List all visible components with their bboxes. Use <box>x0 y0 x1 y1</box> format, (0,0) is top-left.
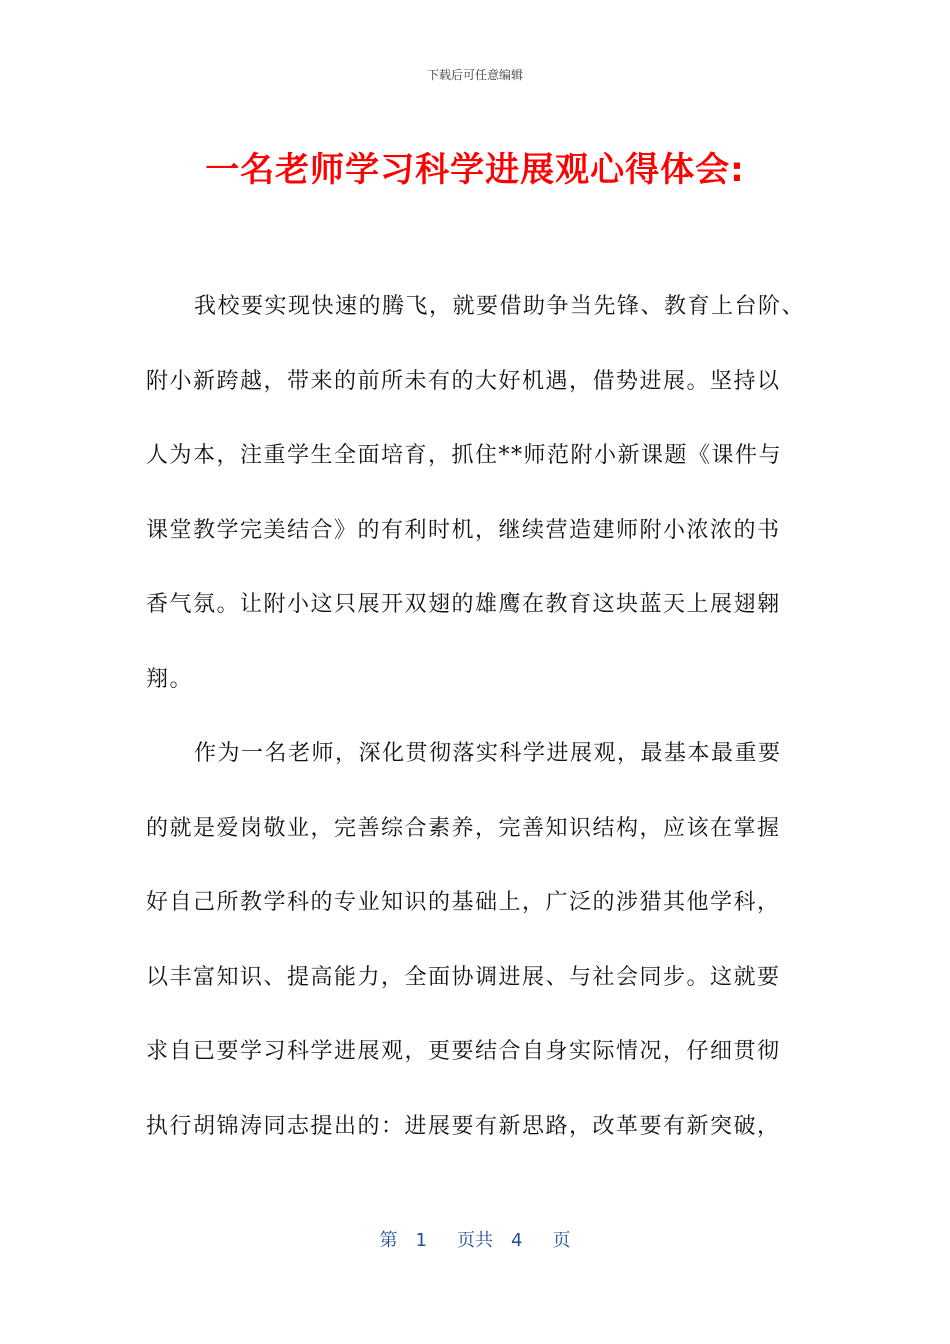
paragraph-line: 人为本，注重学生全面培育，抓住**师范附小新课题《课件与 <box>146 443 783 468</box>
paragraph-line: 执行胡锦涛同志提出的：进展要有新思路，改革要有新突破， <box>146 1113 781 1139</box>
paragraph-line: 翔。 <box>146 666 194 692</box>
paragraph-line: 求自已要学习科学进展观，更要结合自身实际情况，仔细贯彻 <box>146 1039 781 1064</box>
paragraph-line: 好自己所教学科的专业知识的基础上，广泛的涉猎其他学科， <box>146 890 781 915</box>
footer-current-page: 1 <box>415 1230 427 1251</box>
page-footer <box>0 1226 950 1252</box>
paragraph-line: 我校要实现快速的腾飞，就要借助争当先锋、教育上台阶、 <box>194 294 806 319</box>
header-note: 下载后可任意编辑 <box>426 68 523 82</box>
paragraph-line: 附小新跨越，带来的前所未有的大好机遇，借势进展。坚持以 <box>146 368 781 394</box>
document-body <box>146 270 806 1164</box>
footer-middle: 页共 <box>457 1230 493 1251</box>
paragraph-line: 以丰富知识、提高能力，全面协调进展、与社会同步。这就要 <box>146 964 781 990</box>
paragraph-1 <box>146 270 806 717</box>
footer-total-pages: 4 <box>511 1230 523 1251</box>
document-title: 一名老师学习科学进展观心得体会: <box>205 150 745 190</box>
paragraph-line: 课堂教学完美结合》的有利时机，继续营造建师附小浓浓的书 <box>146 517 781 543</box>
footer-suffix: 页 <box>552 1230 571 1251</box>
paragraph-line: 香气氛。让附小这只展开双翅的雄鹰在教育这块蓝天上展翅翱 <box>146 592 781 617</box>
paragraph-2 <box>146 717 806 1164</box>
footer-prefix: 第 <box>379 1230 398 1251</box>
paragraph-line: 的就是爱岗敬业，完善综合素养，完善知识结构，应该在掌握 <box>146 815 781 841</box>
paragraph-line: 作为一名老师，深化贯彻落实科学进展观，最基本最重要 <box>194 741 782 766</box>
